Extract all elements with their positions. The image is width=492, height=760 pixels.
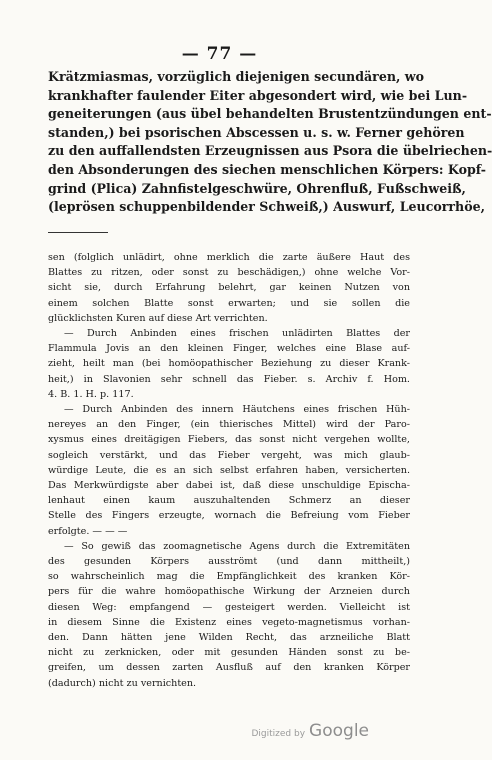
footnote-line: — So gewiß das zoomagnetische Agens durch die Extremitäten [64, 540, 410, 552]
footnote-line: Flammula Jovis an den kleinen Finger, welches eine Blase auf- [48, 343, 410, 355]
footnote-line: einem solchen Blatte sonst erwarten; und sie sollen die [48, 297, 410, 309]
footnote-line: nicht zu zerknicken, oder mit gesunden Händen sonst zu be- [48, 647, 410, 659]
footnote-line: heit,) in Slavonien sehr schnell das Fieber. s. Archiv f. Hom. [48, 373, 410, 385]
main-text-line: Krätzmiasmas, vorzüglich diejenigen secundären, wo [48, 69, 424, 84]
footnote-line: 4. B. 1. H. p. 117. [48, 388, 134, 400]
footnote-line: in diesem Sinne die Existenz eines vegeto-magnetismus vorhan- [48, 616, 410, 628]
page-number: — 77 — [181, 44, 258, 64]
main-text-line: grind (Plica) Zahnfistelgeschwüre, Ohrenfluß, Fußschweiß, [48, 180, 466, 196]
footnote-line: zieht, heilt man (bei homöopathischer Beziehung zu dieser Krank- [48, 358, 410, 370]
footnote-line: den. Dann hätten jene Wilden Recht, das arzneiliche Blatt [48, 632, 410, 644]
footnote-line: greifen, um dessen zarten Ausfluß auf den kranken Körper [48, 662, 410, 674]
footnote-line: des gesunden Körpers ausströmt (und dann mittheilt,) [48, 556, 410, 568]
footnote-line: lenhaut einen kaum auszuhaltenden Schmerz an dieser [48, 495, 410, 507]
main-text [48, 68, 492, 217]
footnote-line: so wahrscheinlich mag die Empfänglichkeit des kranken Kör- [48, 571, 410, 583]
footnote-line: diesen Weg: empfangend — gesteigert werden. Vielleicht ist [48, 601, 410, 613]
main-text-line: geneiterungen (aus übel behandelten Brustentzündungen ent- [48, 106, 492, 122]
footnote-line: sogleich verstärkt, und das Fieber vergeht, was mich glaub- [48, 449, 410, 461]
main-text-line: (leprösen schuppenbildender Schweiß,) Auswurf, Leucorrhöe, [48, 199, 486, 215]
footnote-line: würdige Leute, die es an sich selbst erfahren haben, versicherten. [48, 464, 410, 476]
footnote-line: Blattes zu ritzen, oder sonst zu beschädigen,) ohne welche Vor- [48, 267, 410, 279]
footnote-paragraph [48, 250, 410, 326]
main-text-line: zu den auffallendsten Erzeugnissen aus Psora die übelriechen- [48, 143, 492, 159]
footnote-paragraph [48, 326, 410, 402]
footnote-line: sen (folglich unlädirt, ohne merklich die zarte äußere Haut des [48, 252, 410, 263]
main-text-line: den Absonderungen des siechen menschlichen Körpers: Kopf- [48, 161, 486, 177]
main-text-line: standen,) bei psorischen Abscessen u. s. w. Ferner gehören [48, 124, 465, 140]
footnote-line: — Durch Anbinden eines frischen unlädirten Blattes der [64, 328, 410, 340]
watermark-prefix: Digitized by [251, 729, 306, 739]
footnote-paragraph [48, 539, 410, 691]
footnote-line: glücklichsten Kuren auf diese Art verrichten. [48, 312, 268, 324]
google-logo: Google [309, 721, 369, 741]
footnote-line: Stelle des Fingers erzeugte, wornach die Befreiung vom Fieber [48, 510, 410, 522]
footnote-line: — Durch Anbinden des innern Häutchens eines frischen Hüh- [64, 404, 410, 416]
footnote-paragraph [48, 402, 410, 539]
footnote-line: sicht sie, durch Erfahrung belehrt, gar keinen Nutzen von [48, 282, 410, 294]
footnote-rule [48, 232, 108, 233]
main-text-line: krankhafter faulender Eiter abgesondert wird, wie bei Lun- [48, 87, 468, 103]
footnote-line: (dadurch) nicht zu vernichten. [48, 677, 197, 689]
footnote-line: xysmus eines dreitägigen Fiebers, das sonst nicht vergehen wollte, [48, 434, 410, 446]
footnote-line: nereyes an den Finger, (ein thierisches Mittel) wird der Paro- [48, 419, 410, 431]
footnote-line: Das Merkwürdigste aber dabei ist, daß diese unschuldige Epischa- [48, 480, 410, 492]
digitized-watermark [251, 721, 369, 741]
footnote-line: pers für die wahre homöopathische Wirkung der Arzneien durch [48, 586, 410, 598]
footnote-line: erfolgte. — — — [48, 525, 128, 537]
footnotes [48, 250, 410, 691]
